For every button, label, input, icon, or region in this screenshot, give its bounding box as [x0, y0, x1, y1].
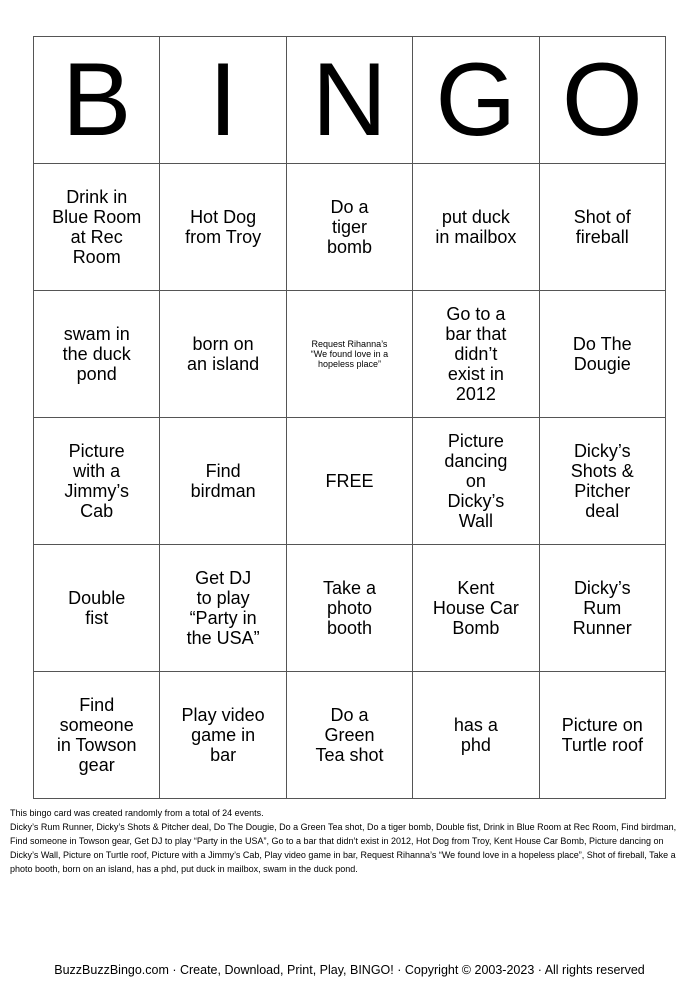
free-space: FREE	[286, 418, 412, 545]
bingo-cell: Kent House Car Bomb	[413, 545, 539, 672]
bingo-cell: Do a Green Tea shot	[286, 672, 412, 799]
bingo-cell: Do a tiger bomb	[286, 164, 412, 291]
bingo-cell: Double fist	[34, 545, 160, 672]
site-footer: BuzzBuzzBingo.com · Create, Download, Print, Play, BINGO! · Copyright © 2003-2023 · All rights reserved	[54, 963, 645, 977]
header-row	[34, 37, 666, 164]
bingo-cell: Get DJ to play “Party in the USA”	[160, 545, 286, 672]
bingo-row	[34, 672, 666, 799]
bingo-cell: Dicky’s Rum Runner	[539, 545, 665, 672]
bingo-cell: Play video game in bar	[160, 672, 286, 799]
bingo-cell: Hot Dog from Troy	[160, 164, 286, 291]
bingo-cell: born on an island	[160, 291, 286, 418]
bingo-cell: put duck in mailbox	[413, 164, 539, 291]
bingo-row	[34, 291, 666, 418]
bingo-card	[33, 36, 666, 799]
bingo-cell: Picture dancing on Dicky’s Wall	[413, 418, 539, 545]
bingo-cell: Go to a bar that didn’t exist in 2012	[413, 291, 539, 418]
bingo-cell: swam in the duck pond	[34, 291, 160, 418]
bingo-cell: Find someone in Towson gear	[34, 672, 160, 799]
bingo-cell: Picture on Turtle roof	[539, 672, 665, 799]
bingo-cell: Request Rihanna’s “We found love in a hopeless place”	[286, 291, 412, 418]
bingo-cell: Picture with a Jimmy’s Cab	[34, 418, 160, 545]
header-letter: G	[413, 37, 539, 164]
bingo-cell: Find birdman	[160, 418, 286, 545]
header-letter: O	[539, 37, 665, 164]
note-intro: This bingo card was created randomly from a total of 24 events.	[10, 808, 264, 818]
header-letter: N	[286, 37, 412, 164]
header-letter: I	[160, 37, 286, 164]
bingo-row	[34, 545, 666, 672]
event-list-note	[10, 806, 690, 876]
bingo-cell: has a phd	[413, 672, 539, 799]
bingo-cell: Shot of fireball	[539, 164, 665, 291]
bingo-row	[34, 164, 666, 291]
bingo-cell: Do The Dougie	[539, 291, 665, 418]
note-events: Dicky’s Rum Runner, Dicky’s Shots & Pitcher deal, Do The Dougie, Do a Green Tea shot, Do a tiger bomb, Double fist, Drink in Blue Room at Rec Room, Find birdman, Find someone in Towson gear, Get DJ to play “Party in the USA”, Go to a bar that didn’t exist in 2012, Hot Dog from Troy, Kent House Car Bomb, Picture dancing on Dicky’s Wall, Picture on Turtle roof, Picture with a Jimmy’s Cab, Play video game in bar, Request Rihanna’s “We found love in a hopeless place”, Shot of fireball, Take a photo booth, born on an island, has a phd, put duck in mailbox, swam in the duck pond.	[10, 822, 677, 874]
bingo-cell: Take a photo booth	[286, 545, 412, 672]
bingo-row	[34, 418, 666, 545]
bingo-cell: Drink in Blue Room at Rec Room	[34, 164, 160, 291]
bingo-cell: Dicky’s Shots & Pitcher deal	[539, 418, 665, 545]
header-letter: B	[34, 37, 160, 164]
